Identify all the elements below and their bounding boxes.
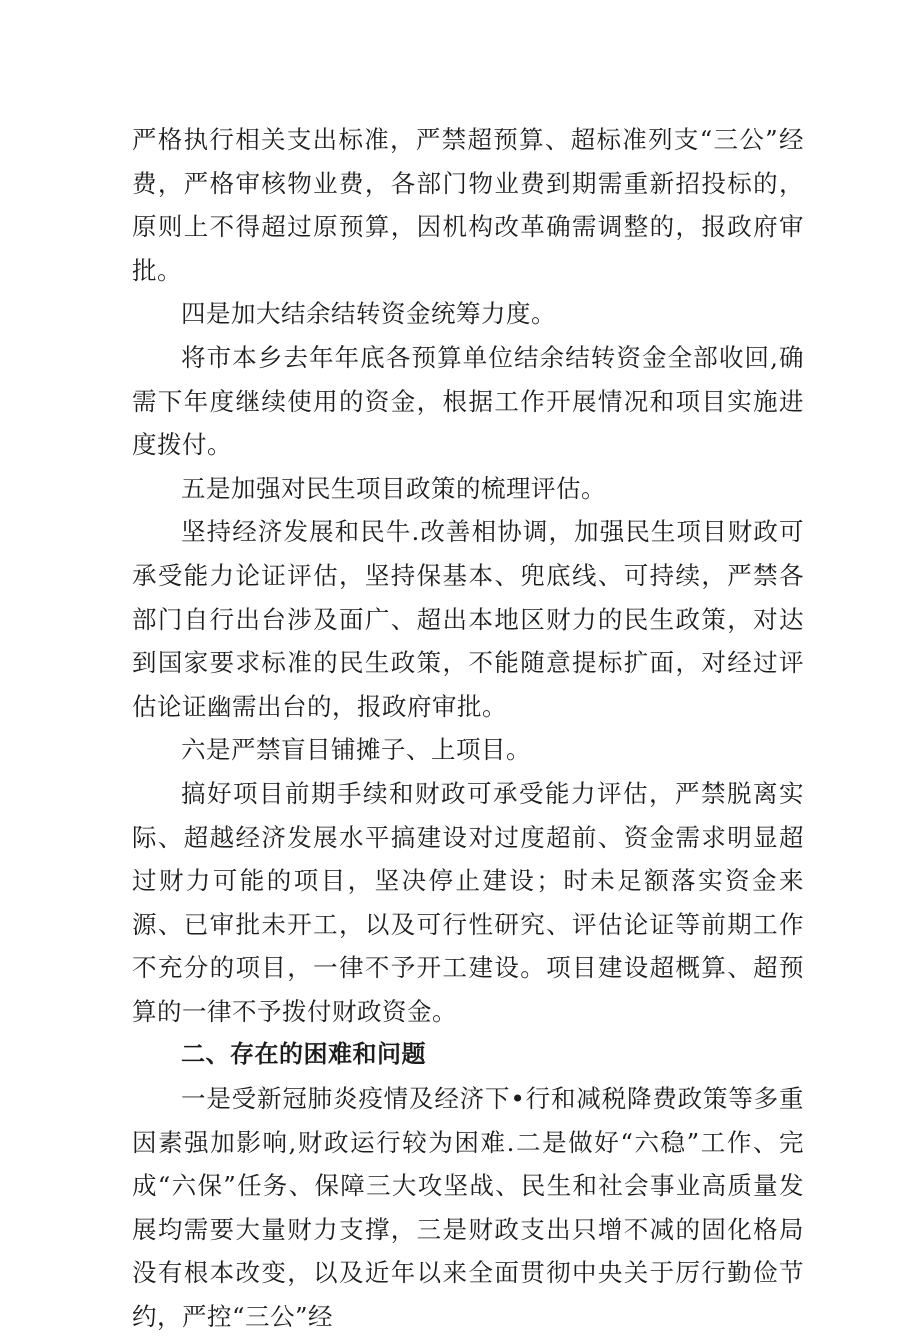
paragraph-livelihood-policy: 坚持经济发展和民牛.改善相协调，加强民生项目财政可承受能力论证评估，坚持保基本、兜底线、可持续，严禁各部门自行出台涉及面广、超出本地区财力的民生政策，对达到国家要求标准的民生政策，不能随意提标扩面，对经过评估论证幽需出台的，报政府审批。 (132, 517, 804, 721)
document-body (132, 118, 804, 1339)
paragraph-project-assessment: 搞好项目前期手续和财政可承受能力评估，严禁脱离实际、超越经济发展水平搞建设对过度超前、资金需求明显超过财力可能的项目，坚决停止建设；时未足额落实资金来源、已审批未开工，以及可行性研究、评估论证等前期工作不充分的项目，一律不予开工建设。项目建设超概算、超预算的一律不予拨付财政资金。 (132, 778, 804, 1026)
section-heading: 二、存在的困难和问题 (181, 1040, 426, 1069)
paragraph-carryover-funds: 将市本乡去年年底各预算单位结余结转资金全部收回,确需下年度继续使用的资金，根据工作开展情况和项目实施进度拨付。 (132, 342, 804, 460)
paragraph-difficulties: 一是受新冠肺炎疫情及经济下•行和减税降费政策等多重因素强加影响,财政运行较为困难.二是做好“六稳”工作、完成“六保”任务、保障三大攻坚战、民生和社会事业高质量发展均需要大量财力支撑，三是财政支出只增不减的固化格局没有根本改变，以及近年以来全面贯彻中央关于厉行勤俭节约，严控“三公”经 (132, 1084, 804, 1332)
paragraph-expense-standards: 严格执行相关支出标准，严禁超预算、超标准列支“三公”经费，严格审核物业费，各部门物业费到期需重新招投标的，原则上不得超过原预算，因机构改革确需调整的，报政府审批。 (132, 125, 804, 285)
paragraph-point-four: 四是加大结余结转资金统筹力度。 (181, 299, 556, 329)
paragraph-point-six: 六是严禁盲目铺摊子、上项目。 (181, 735, 531, 765)
paragraph-point-five: 五是加强对民生项目政策的梳理评估。 (181, 473, 606, 503)
